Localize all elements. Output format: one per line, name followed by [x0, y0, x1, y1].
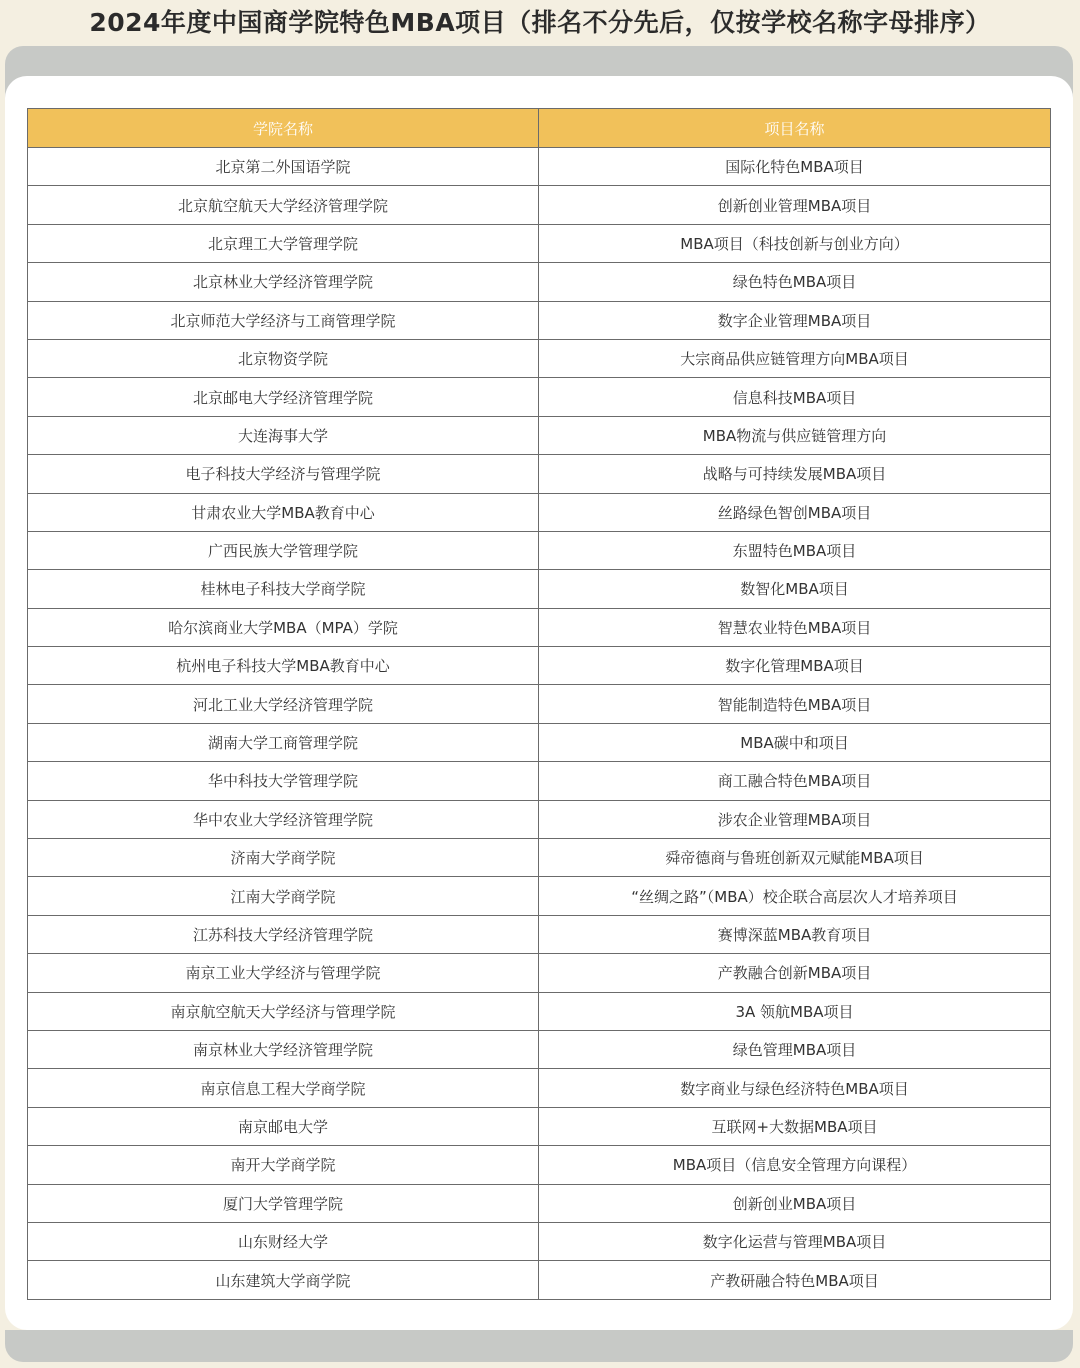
program-name-cell: 创新创业管理MBA项目 [539, 186, 1051, 224]
table-row [28, 416, 1051, 454]
table-row [28, 493, 1051, 531]
school-name-cell: 南开大学商学院 [28, 1146, 539, 1184]
program-name-cell: 数字企业管理MBA项目 [539, 301, 1051, 339]
program-name-cell: “丝绸之路”（MBA）校企联合高层次人才培养项目 [539, 877, 1051, 915]
table-row [28, 1107, 1051, 1145]
table-row [28, 570, 1051, 608]
program-name-cell: 产教研融合特色MBA项目 [539, 1261, 1051, 1299]
school-name-cell: 广西民族大学管理学院 [28, 531, 539, 569]
table-row [28, 339, 1051, 377]
program-name-cell: 产教融合创新MBA项目 [539, 954, 1051, 992]
school-name-cell: 北京第二外国语学院 [28, 148, 539, 186]
header-school-name: 学院名称 [28, 109, 539, 148]
table-row [28, 224, 1051, 262]
table-row [28, 762, 1051, 800]
school-name-cell: 南京航空航天大学经济与管理学院 [28, 992, 539, 1030]
school-name-cell: 北京航空航天大学经济管理学院 [28, 186, 539, 224]
school-name-cell: 北京理工大学管理学院 [28, 224, 539, 262]
table-row [28, 531, 1051, 569]
school-name-cell: 湖南大学工商管理学院 [28, 723, 539, 761]
program-name-cell: 数字化运营与管理MBA项目 [539, 1222, 1051, 1260]
table-header-row [28, 109, 1051, 148]
table-row [28, 186, 1051, 224]
school-name-cell: 南京邮电大学 [28, 1107, 539, 1145]
program-name-cell: 大宗商品供应链管理方向MBA项目 [539, 339, 1051, 377]
program-name-cell: 创新创业MBA项目 [539, 1184, 1051, 1222]
program-name-cell: 绿色特色MBA项目 [539, 263, 1051, 301]
table-row [28, 954, 1051, 992]
program-name-cell: 智能制造特色MBA项目 [539, 685, 1051, 723]
table-row [28, 992, 1051, 1030]
table-row [28, 839, 1051, 877]
table-row [28, 685, 1051, 723]
school-name-cell: 山东建筑大学商学院 [28, 1261, 539, 1299]
table-row [28, 301, 1051, 339]
program-name-cell: 国际化特色MBA项目 [539, 148, 1051, 186]
program-name-cell: 涉农企业管理MBA项目 [539, 800, 1051, 838]
school-name-cell: 江苏科技大学经济管理学院 [28, 915, 539, 953]
program-name-cell: MBA项目（信息安全管理方向课程） [539, 1146, 1051, 1184]
program-name-cell: 互联网+大数据MBA项目 [539, 1107, 1051, 1145]
school-name-cell: 济南大学商学院 [28, 839, 539, 877]
program-name-cell: 信息科技MBA项目 [539, 378, 1051, 416]
school-name-cell: 南京工业大学经济与管理学院 [28, 954, 539, 992]
table-row [28, 455, 1051, 493]
program-name-cell: 赛博深蓝MBA教育项目 [539, 915, 1051, 953]
school-name-cell: 北京师范大学经济与工商管理学院 [28, 301, 539, 339]
table-row [28, 915, 1051, 953]
school-name-cell: 大连海事大学 [28, 416, 539, 454]
bottom-band [5, 1330, 1073, 1362]
table-row [28, 723, 1051, 761]
program-name-cell: 3A 领航MBA项目 [539, 992, 1051, 1030]
program-name-cell: 丝路绿色智创MBA项目 [539, 493, 1051, 531]
school-name-cell: 南京信息工程大学商学院 [28, 1069, 539, 1107]
program-name-cell: 东盟特色MBA项目 [539, 531, 1051, 569]
table-row [28, 1069, 1051, 1107]
school-name-cell: 北京邮电大学经济管理学院 [28, 378, 539, 416]
school-name-cell: 山东财经大学 [28, 1222, 539, 1260]
program-name-cell: MBA物流与供应链管理方向 [539, 416, 1051, 454]
table-row [28, 1030, 1051, 1068]
school-name-cell: 华中农业大学经济管理学院 [28, 800, 539, 838]
school-name-cell: 甘肃农业大学MBA教育中心 [28, 493, 539, 531]
table-row [28, 647, 1051, 685]
school-name-cell: 北京林业大学经济管理学院 [28, 263, 539, 301]
program-name-cell: 商工融合特色MBA项目 [539, 762, 1051, 800]
school-name-cell: 桂林电子科技大学商学院 [28, 570, 539, 608]
table-body [28, 148, 1051, 1300]
table-row [28, 378, 1051, 416]
table-row [28, 608, 1051, 646]
table-row [28, 1146, 1051, 1184]
school-name-cell: 杭州电子科技大学MBA教育中心 [28, 647, 539, 685]
table-row [28, 800, 1051, 838]
school-name-cell: 厦门大学管理学院 [28, 1184, 539, 1222]
school-name-cell: 北京物资学院 [28, 339, 539, 377]
school-name-cell: 江南大学商学院 [28, 877, 539, 915]
program-name-cell: 绿色管理MBA项目 [539, 1030, 1051, 1068]
school-name-cell: 哈尔滨商业大学MBA（MPA）学院 [28, 608, 539, 646]
table-row [28, 877, 1051, 915]
program-name-cell: MBA项目（科技创新与创业方向） [539, 224, 1051, 262]
table-row [28, 1222, 1051, 1260]
table-row [28, 1184, 1051, 1222]
page-title: 2024年度中国商学院特色MBA项目（排名不分先后，仅按学校名称字母排序） [89, 8, 991, 37]
header-program-name: 项目名称 [539, 109, 1051, 148]
school-name-cell: 电子科技大学经济与管理学院 [28, 455, 539, 493]
school-name-cell: 华中科技大学管理学院 [28, 762, 539, 800]
mba-program-table [27, 108, 1051, 1300]
table-row [28, 1261, 1051, 1299]
school-name-cell: 河北工业大学经济管理学院 [28, 685, 539, 723]
school-name-cell: 南京林业大学经济管理学院 [28, 1030, 539, 1068]
program-name-cell: 战略与可持续发展MBA项目 [539, 455, 1051, 493]
program-name-cell: 舜帝德商与鲁班创新双元赋能MBA项目 [539, 839, 1051, 877]
program-name-cell: 智慧农业特色MBA项目 [539, 608, 1051, 646]
table-row [28, 263, 1051, 301]
program-name-cell: MBA碳中和项目 [539, 723, 1051, 761]
program-name-cell: 数字化管理MBA项目 [539, 647, 1051, 685]
table-row [28, 148, 1051, 186]
program-name-cell: 数智化MBA项目 [539, 570, 1051, 608]
program-name-cell: 数字商业与绿色经济特色MBA项目 [539, 1069, 1051, 1107]
